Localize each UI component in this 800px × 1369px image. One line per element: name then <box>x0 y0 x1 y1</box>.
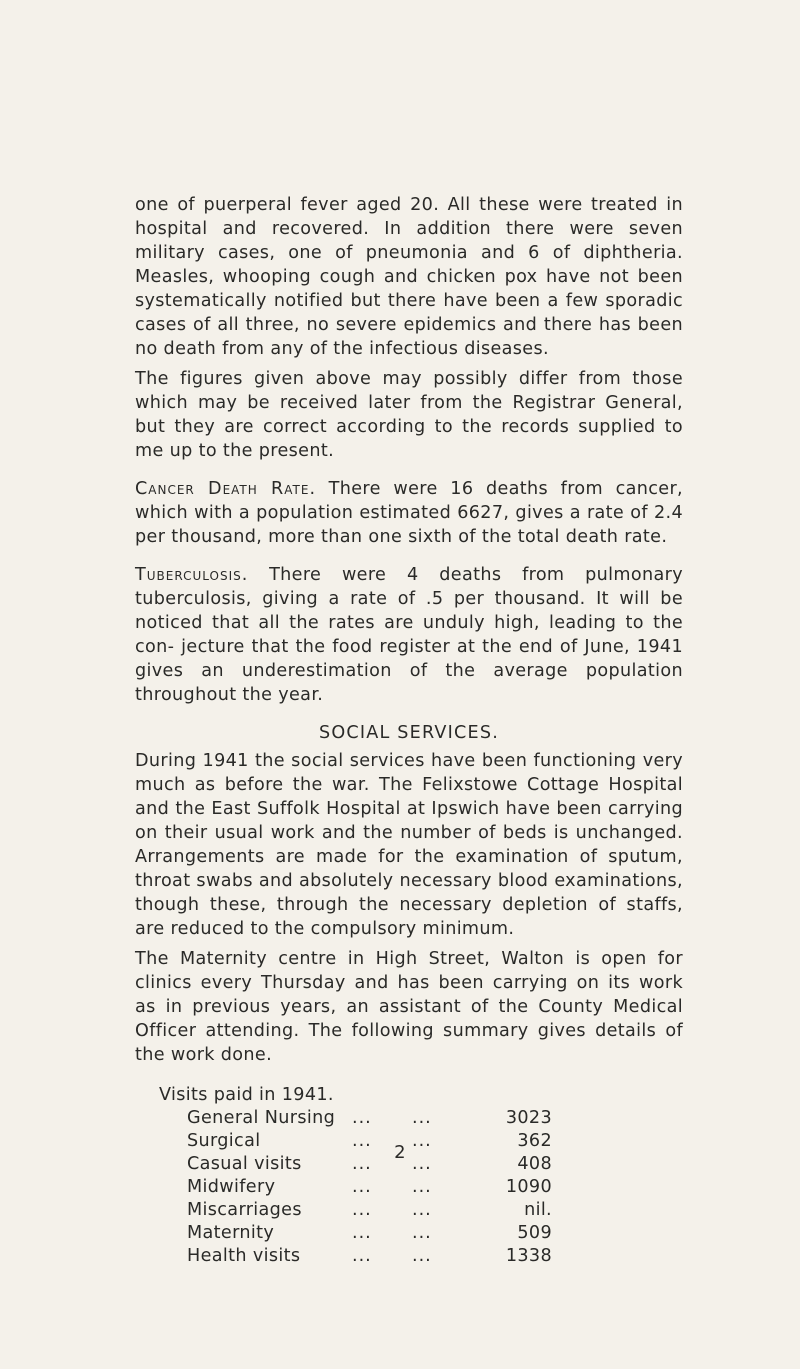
leader-dots: ... <box>352 1154 372 1174</box>
leader-dots: ... <box>352 1246 372 1266</box>
paragraph-social-services: During 1941 the social services have been functioning very much as before the war. The Felixstowe Cottage Hospital and the East Suffolk Hospital at Ipswich have been carrying on their usual work and the number of beds is unchanged. Arrangements are made for the examination of sputum, throat swabs and absolutely necessary blood examinations, though these, through the necessary depletion of staffs, are reduced to the compulsory minimum. <box>135 751 683 939</box>
visits-value: 408 <box>517 1154 552 1174</box>
visits-label: Miscarriages <box>187 1200 302 1220</box>
table-row <box>187 1199 617 1222</box>
cancer-heading: Cancer Death Rate. <box>135 479 317 499</box>
visits-label: Health visits <box>187 1246 301 1266</box>
visits-value: 1090 <box>505 1177 552 1197</box>
leader-dots: ... <box>412 1177 432 1197</box>
paragraph-registrar-figures: The figures given above may possibly differ from those which may be received later from the Registrar General, but they are correct according to the records supplied to me up to the present. <box>135 369 683 461</box>
leader-dots: ... <box>412 1154 432 1174</box>
visits-value: 1338 <box>505 1246 552 1266</box>
table-row <box>187 1176 617 1199</box>
table-row <box>187 1107 617 1130</box>
leader-dots: ... <box>352 1177 372 1197</box>
visits-label: Midwifery <box>187 1177 276 1197</box>
visits-label: Casual visits <box>187 1154 302 1174</box>
tuberculosis-heading: Tuberculosis. <box>135 565 249 585</box>
table-row <box>187 1222 617 1245</box>
tuberculosis-body: There were 4 deaths from pulmonary tuberculosis, giving a rate of .5 per thousand. It will be noticed that all the rates are unduly high, leading to the con- jecture that the food register at the end of June, 1941 gives an underestimation of the average population throughout the year. <box>135 565 683 705</box>
visits-label: Surgical <box>187 1131 261 1151</box>
visits-label: General Nursing <box>187 1108 336 1128</box>
visits-label: Maternity <box>187 1223 275 1243</box>
cancer-body: There were 16 deaths from cancer, which with a population estimated 6627, gives a rate of 2.4 per thousand, more than one sixth of the total death rate. <box>135 479 683 547</box>
visits-table <box>187 1107 617 1268</box>
leader-dots: ... <box>412 1200 432 1220</box>
leader-dots: ... <box>352 1200 372 1220</box>
page-content <box>135 193 683 1268</box>
leader-dots: ... <box>412 1108 432 1128</box>
paragraph-tuberculosis <box>135 563 683 707</box>
visits-value: 509 <box>517 1223 552 1243</box>
leader-dots: ... <box>412 1131 432 1151</box>
paragraph-cancer-death-rate <box>135 477 683 549</box>
table-row <box>187 1245 617 1268</box>
visits-title: Visits paid in 1941. <box>159 1085 334 1105</box>
section-title-social-services: SOCIAL SERVICES. <box>318 723 500 743</box>
leader-dots: ... <box>352 1108 372 1128</box>
page-number: 2 <box>394 1142 406 1163</box>
leader-dots: ... <box>412 1223 432 1243</box>
leader-dots: ... <box>352 1223 372 1243</box>
visits-value: 362 <box>517 1131 552 1151</box>
visits-value: nil. <box>524 1200 552 1220</box>
paragraph-infectious-diseases: one of puerperal fever aged 20. All these were treated in hospital and recovered. In addition there were seven military cases, one of pneumonia and 6 of diphtheria. Measles, whooping cough and chicken pox have not been systematically notified but there have been a few sporadic cases of all three, no severe epidemics and there has been no death from any of the infectious diseases. <box>135 195 683 359</box>
paragraph-maternity-centre: The Maternity centre in High Street, Walton is open for clinics every Thursday and has been carrying on its work as in previous years, an assistant of the County Medical Officer attending. The following summary gives details of the work done. <box>135 949 683 1065</box>
visits-value: 3023 <box>505 1108 552 1128</box>
leader-dots: ... <box>412 1246 432 1266</box>
leader-dots: ... <box>352 1131 372 1151</box>
